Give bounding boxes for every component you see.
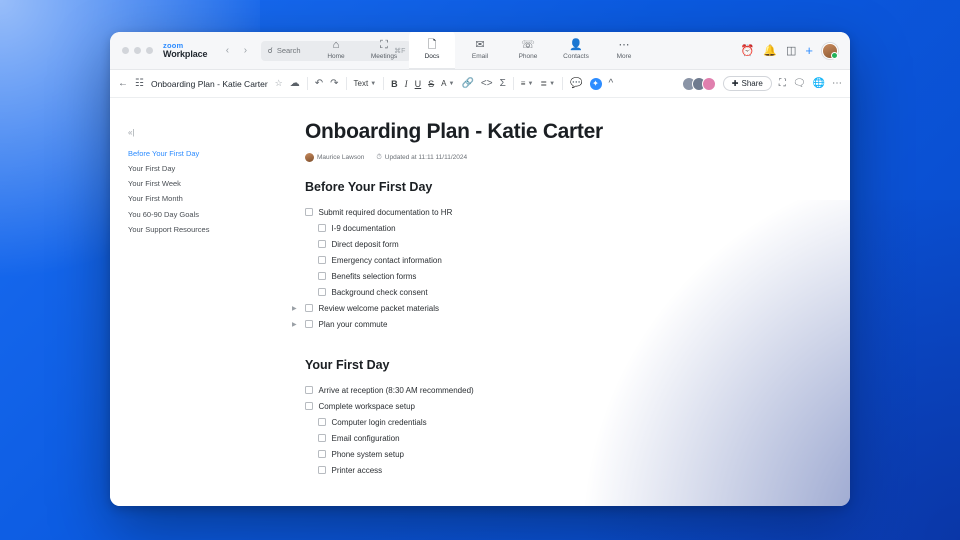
document-title-toolbar[interactable]: Onboarding Plan - Katie Carter xyxy=(150,78,268,89)
bold-button[interactable]: B xyxy=(391,78,398,89)
list-button[interactable] xyxy=(540,79,555,88)
tab-docs[interactable] xyxy=(409,32,455,69)
clock-icon[interactable]: ⏰ xyxy=(740,45,755,57)
text-color-button[interactable] xyxy=(441,79,454,88)
cloud-icon: ☁ xyxy=(289,78,300,89)
section-heading-before-your-first-day: Before Your First Day xyxy=(305,180,433,194)
collaborator-avatars[interactable] xyxy=(682,77,716,91)
maximize-window-button[interactable] xyxy=(146,47,153,54)
tab-contacts[interactable] xyxy=(553,32,599,69)
outline-item-your-support-resources[interactable]: Your Support Resources xyxy=(128,224,210,234)
contacts-icon: 👤 xyxy=(569,39,583,51)
checklist-item[interactable] xyxy=(305,268,810,284)
window-controls[interactable] xyxy=(118,47,153,54)
mail-icon: ✉ xyxy=(475,39,485,51)
plus-icon[interactable]: + xyxy=(805,43,813,58)
checklist-item[interactable] xyxy=(305,398,810,414)
checklist-item[interactable] xyxy=(305,446,810,462)
panel-icon[interactable]: ◫ xyxy=(786,45,797,57)
checkbox[interactable] xyxy=(318,418,326,426)
text-style-label: Text xyxy=(353,79,369,88)
checkbox[interactable] xyxy=(305,304,313,312)
redo-icon[interactable]: ↷ xyxy=(330,78,339,89)
avatar[interactable] xyxy=(702,77,716,91)
checklist-label: Benefits selection forms xyxy=(331,271,417,281)
avatar[interactable] xyxy=(822,43,838,59)
tab-phone-label: Phone xyxy=(518,53,538,60)
main-tabs[interactable] xyxy=(313,32,647,69)
app-title-bar xyxy=(110,32,850,70)
expand-triangle-icon[interactable]: ▶ xyxy=(292,305,297,312)
tab-email-label: Email xyxy=(471,53,489,60)
ellipsis-icon: ⋯ xyxy=(618,39,630,51)
navigation-arrows[interactable] xyxy=(219,43,253,59)
checklist-item[interactable] xyxy=(292,300,810,316)
align-button[interactable] xyxy=(521,79,534,88)
tab-more-label: More xyxy=(616,53,632,60)
checklist-label: Computer login credentials xyxy=(331,417,427,427)
outline-item-60-90-day-goals[interactable]: You 60-90 Day Goals xyxy=(128,209,200,219)
checkbox[interactable] xyxy=(305,402,313,410)
tab-meetings[interactable] xyxy=(361,32,407,69)
checklist-label: Background check consent xyxy=(331,287,428,297)
expand-triangle-icon[interactable]: ▶ xyxy=(292,321,297,328)
checkbox[interactable] xyxy=(318,256,326,264)
document-toolbar xyxy=(110,70,850,98)
share-button[interactable] xyxy=(723,76,772,91)
italic-button[interactable]: I xyxy=(404,78,408,89)
person-plus-icon: ✚ xyxy=(731,79,739,88)
checklist-label: Complete workspace setup xyxy=(318,401,415,411)
divider xyxy=(513,77,514,90)
checkbox[interactable] xyxy=(318,224,326,232)
updated-text: Updated at 11:11 11/11/2024 xyxy=(384,154,468,161)
link-icon[interactable]: 🔗 xyxy=(461,78,474,89)
checkbox[interactable] xyxy=(318,288,326,296)
author-name: Maurice Lawson xyxy=(317,154,365,161)
checklist-label: Printer access xyxy=(331,465,383,475)
zoom-logo xyxy=(163,42,207,59)
video-icon: ⛶ xyxy=(380,39,388,51)
tab-home-label: Home xyxy=(327,53,345,60)
outline-item-your-first-month[interactable]: Your First Month xyxy=(128,194,183,204)
checklist-item[interactable] xyxy=(305,414,810,430)
search-placeholder: Search xyxy=(276,45,301,55)
checkbox[interactable] xyxy=(318,450,326,458)
close-window-button[interactable] xyxy=(122,47,129,54)
document-author xyxy=(305,153,364,162)
checklist-item[interactable] xyxy=(305,462,810,478)
zoom-workplace-window xyxy=(110,32,850,506)
checklist-item[interactable] xyxy=(305,252,810,268)
checklist-item[interactable] xyxy=(305,382,810,398)
brand-line-1: zoom xyxy=(163,40,184,50)
arrow-left-icon[interactable]: ← xyxy=(118,78,128,89)
minimize-window-button[interactable] xyxy=(134,47,141,54)
search-shortcut: ⌘F xyxy=(394,47,406,55)
checklist-item[interactable] xyxy=(305,430,810,446)
checklist-label: Direct deposit form xyxy=(331,239,399,249)
page-title: Onboarding Plan - Katie Carter xyxy=(305,120,603,143)
checklist-label: Email configuration xyxy=(331,433,400,443)
brand-line-2: Workplace xyxy=(163,48,208,59)
home-icon: ⌂ xyxy=(332,39,340,51)
divider xyxy=(346,77,347,90)
tab-home[interactable] xyxy=(313,32,359,69)
tab-meetings-label: Meetings xyxy=(370,53,398,60)
checklist-item[interactable] xyxy=(305,220,810,236)
sigma-icon[interactable]: Σ xyxy=(499,78,506,89)
checklist-label: I-9 documentation xyxy=(331,223,396,233)
outline-sidebar xyxy=(110,98,285,506)
tab-more[interactable] xyxy=(601,32,647,69)
chevron-up-icon[interactable]: ^ xyxy=(608,78,614,89)
tab-email[interactable] xyxy=(457,32,503,69)
search-icon: ☌ xyxy=(267,46,273,55)
toolbar-right-group xyxy=(682,76,842,91)
checkbox[interactable] xyxy=(318,240,326,248)
divider xyxy=(383,77,384,90)
checkbox[interactable] xyxy=(305,386,313,394)
code-icon[interactable]: <> xyxy=(480,78,493,89)
chevron-down-icon: ▼ xyxy=(448,80,455,87)
outline-item-before-your-first-day[interactable]: Before Your First Day xyxy=(128,148,200,158)
appbar-right-controls xyxy=(741,43,842,59)
ellipsis-icon[interactable]: ⋯ xyxy=(832,78,842,89)
phone-icon: ☏ xyxy=(521,39,535,51)
text-style-dropdown[interactable] xyxy=(354,79,377,88)
chevron-down-icon: ▼ xyxy=(527,80,534,87)
divider xyxy=(562,77,563,90)
checklist-label: Phone system setup xyxy=(331,449,404,459)
document-updated xyxy=(376,154,467,162)
chevron-down-icon: ▼ xyxy=(549,80,556,87)
collapse-outline-button[interactable]: «| xyxy=(128,128,135,137)
checkbox[interactable] xyxy=(318,272,326,280)
forward-arrow-icon[interactable]: › xyxy=(243,45,248,56)
video-camera-icon[interactable]: ⛶ xyxy=(778,78,786,89)
ai-sparkle-icon[interactable]: ✦ xyxy=(590,78,602,90)
checklist-label: Submit required documentation to HR xyxy=(318,207,453,217)
checklist-item[interactable] xyxy=(305,284,810,300)
avatar xyxy=(305,153,314,162)
checklist-label: Emergency contact information xyxy=(331,255,442,265)
checklist-label: Arrive at reception (8:30 AM recommended) xyxy=(318,385,474,395)
clock-icon: ⏱ xyxy=(376,153,382,161)
outline-item-your-first-week[interactable]: Your First Week xyxy=(128,179,181,188)
grid-icon[interactable]: ☷ xyxy=(135,78,144,89)
checkbox[interactable] xyxy=(305,208,313,216)
text-format-group xyxy=(391,78,506,89)
tab-docs-label: Docs xyxy=(424,53,440,60)
checkbox[interactable] xyxy=(318,434,326,442)
outline-item-your-first-day[interactable]: Your First Day xyxy=(128,163,176,173)
document-content[interactable] xyxy=(285,98,850,506)
checklist-label: Plan your commute xyxy=(318,319,388,329)
document-meta xyxy=(305,153,810,162)
document-body xyxy=(110,98,850,506)
doc-icon: 🗋 xyxy=(427,39,437,51)
align-icon: ≡ xyxy=(520,79,526,88)
globe-icon[interactable]: 🌐 xyxy=(812,78,825,89)
text-color-label: A xyxy=(441,79,447,88)
tab-contacts-label: Contacts xyxy=(563,53,589,60)
bell-icon[interactable]: 🔔 xyxy=(763,45,777,57)
checkbox[interactable] xyxy=(318,466,326,474)
checklist-item[interactable] xyxy=(305,204,810,220)
checklist-item[interactable] xyxy=(305,236,810,252)
checklist-item[interactable] xyxy=(292,316,810,332)
chat-bubble-icon[interactable]: 🗨 xyxy=(792,78,806,89)
undo-icon[interactable]: ↶ xyxy=(314,78,324,89)
strikethrough-button[interactable]: S xyxy=(428,78,435,89)
back-arrow-icon[interactable]: ‹ xyxy=(225,45,230,56)
share-label: Share xyxy=(741,79,763,88)
underline-button[interactable]: U xyxy=(414,78,422,89)
comment-icon[interactable]: 💬 xyxy=(570,78,583,89)
divider xyxy=(307,77,308,90)
list-icon: ≣ xyxy=(540,79,548,88)
tab-phone[interactable] xyxy=(505,32,551,69)
star-icon[interactable]: ☆ xyxy=(274,78,283,88)
checklist-label: Review welcome packet materials xyxy=(318,303,439,313)
section-heading-your-first-day: Your First Day xyxy=(305,358,390,372)
chevron-down-icon: ▼ xyxy=(370,80,377,87)
checkbox[interactable] xyxy=(305,320,313,328)
